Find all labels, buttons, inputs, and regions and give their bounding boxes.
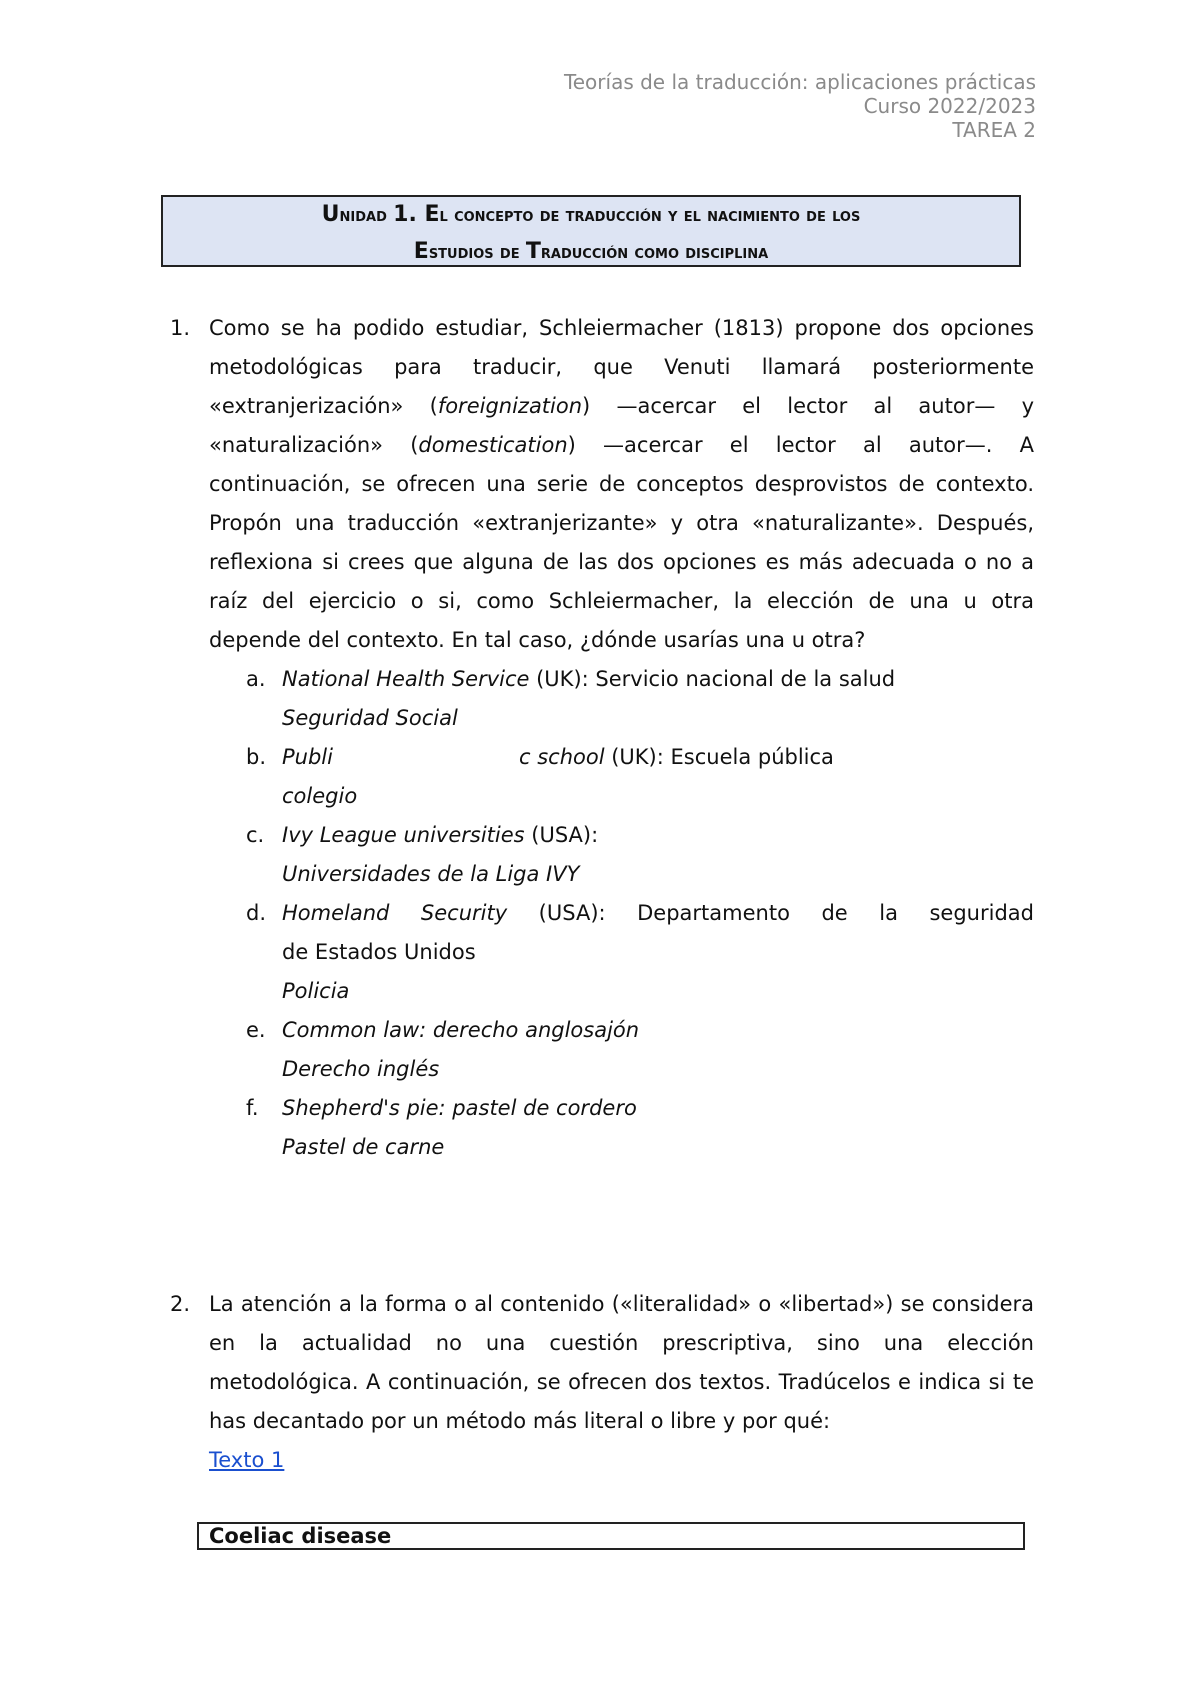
- question-1-number: 1.: [170, 316, 191, 340]
- task-label: TAREA 2: [952, 118, 1036, 142]
- course-header: [564, 70, 1036, 142]
- list-item-f: f. Shepherd's pie: pastel de cordero Pastel de carne: [246, 1096, 637, 1159]
- question-2: [170, 1285, 1034, 1480]
- unit-title-box: [161, 195, 1021, 267]
- course-title: Teorías de la traducción: aplicaciones prácticas: [563, 70, 1036, 94]
- question-2-text: La atención a la forma o al contenido («literalidad» o «libertad») se considera en la actualidad no una cuestión prescriptiva, sino una elección metodológica. A continuación, se ofrecen dos textos. Tradúcelos e indica si te has decantado por un método más literal o libre y por qué:: [209, 1292, 1034, 1433]
- text-1-box: Coeliac disease: [197, 1522, 1025, 1550]
- list-item-b: b. Publi c school (UK): Escuela pública colegio: [246, 745, 834, 808]
- list-item-e: e. Common law: derecho anglosajón Derecho inglés: [246, 1018, 640, 1081]
- course-year: Curso 2022/2023: [863, 94, 1036, 118]
- list-item-c: c. Ivy League universities (USA): Universidades de la Liga IVY: [246, 823, 599, 886]
- list-item-d: d. Homeland Security (USA): Departamento de la seguridad de Estados Unidos Policia: [246, 901, 1034, 1003]
- question-2-number: 2.: [170, 1292, 191, 1316]
- question-1-text: Como se ha podido estudiar, Schleiermacher (1813) propone dos opciones metodológicas para traducir, que Venuti llamará posteriormente «extranjerización» (foreignization) —acercar el lector al autor— y «naturalización» (domestication) —acercar el lector al autor—. A continuación, se ofrecen una serie de conceptos desprovistos de contexto. Propón una traducción «extranjerizante» y otra «naturalizante». Después, reflexiona si crees que alguna de las dos opciones es más adecuada o no a raíz del ejercicio o si, como Schleiermacher, la elección de una u otra depende del contexto. En tal caso, ¿dónde usarías una u otra?: [209, 316, 1034, 652]
- list-item-a: a. National Health Service (UK): Servicio nacional de la salud Seguridad Social: [246, 667, 896, 730]
- texto-1-link[interactable]: Texto 1: [209, 1448, 285, 1472]
- question-1: [170, 309, 1034, 1167]
- unit-title-line-2: Estudios de Traducción como disciplina: [413, 239, 769, 264]
- unit-title-line-1: Unidad 1. El concepto de traducción y el nacimiento de los: [321, 202, 861, 227]
